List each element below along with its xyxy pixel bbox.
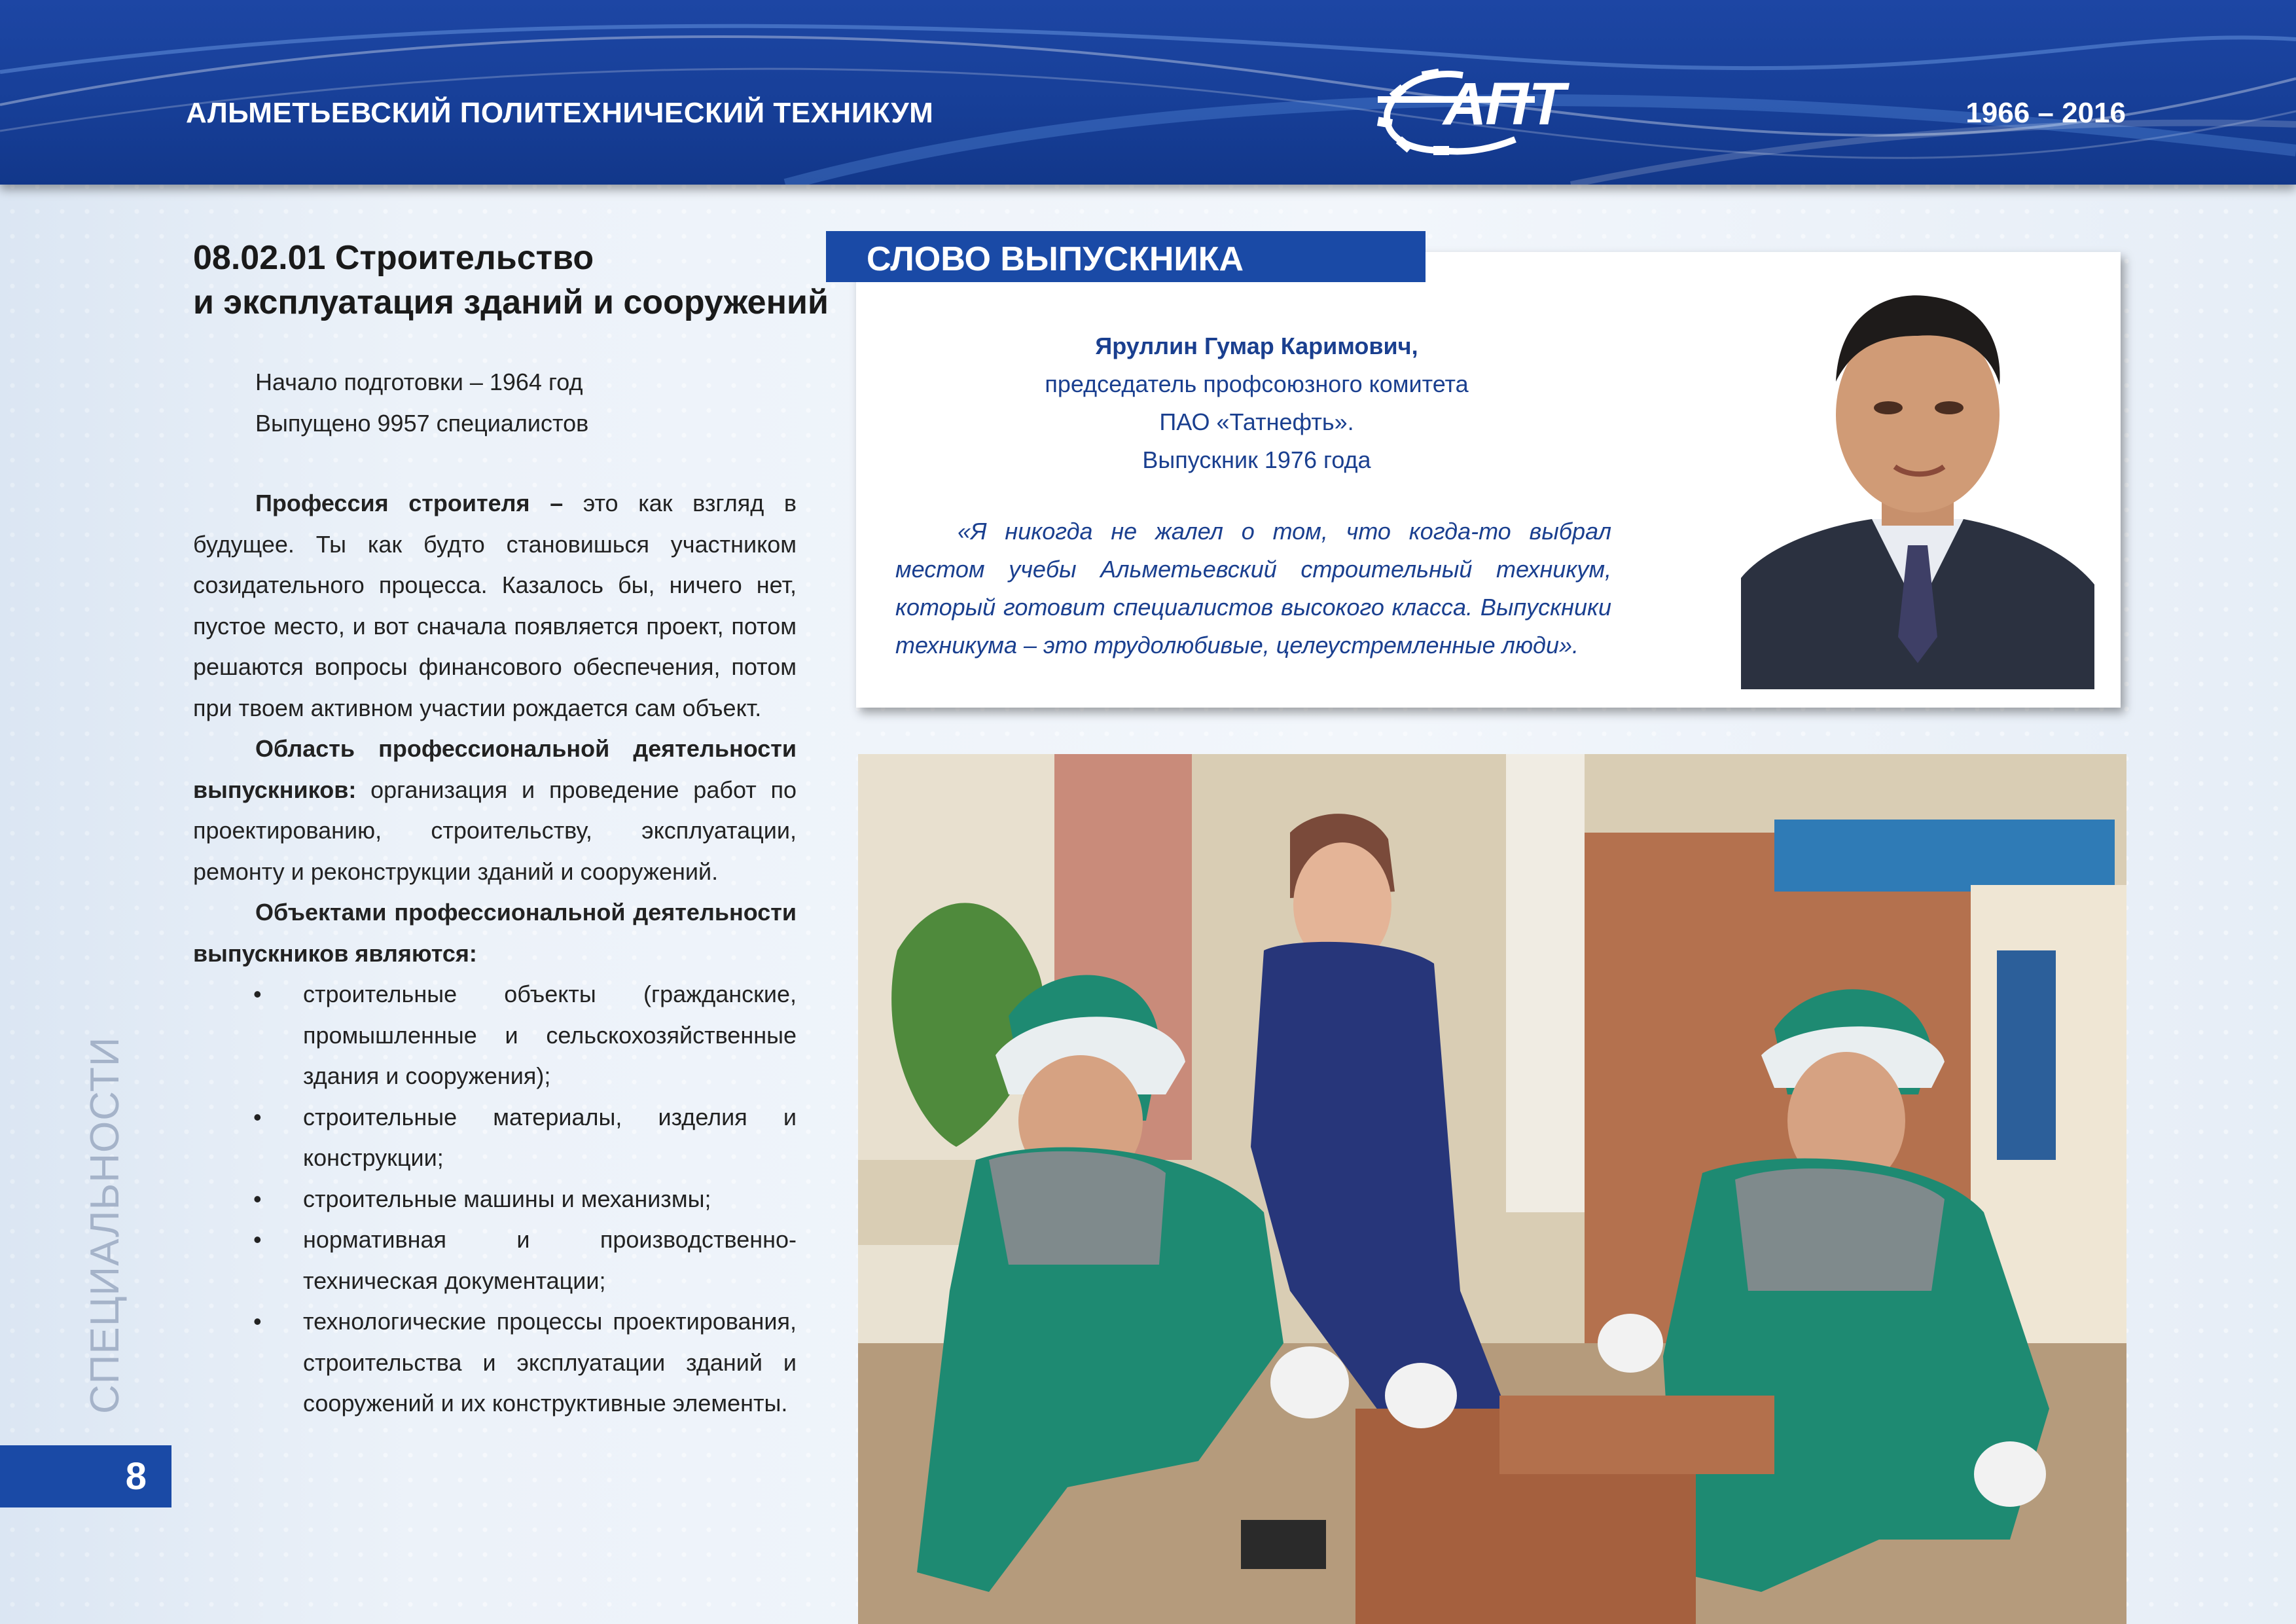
list-item: • строительные машины и механизмы; — [193, 1179, 797, 1220]
graduate-info — [929, 327, 1584, 479]
header-waves — [0, 0, 2296, 185]
page-number: 8 — [125, 1455, 147, 1498]
graduate-role: председатель профсоюзного комитета — [1045, 370, 1469, 397]
college-name: АЛЬМЕТЬЕВСКИЙ ПОЛИТЕХНИЧЕСКИЙ ТЕХНИКУМ — [186, 97, 934, 129]
graduate-section-title: СЛОВО ВЫПУСКНИКА — [867, 240, 1244, 278]
paragraph-activity-area: Область профессиональной деятельности выпускников: организация и проведение работ по проектированию, строительству, эксплуатации, ремонту и реконструкции зданий и сооружений. — [193, 735, 797, 885]
header-banner — [0, 0, 2296, 185]
list-item: • технологические процессы проектирования, строительства и эксплуатации зданий и сооружений и их конструктивные элементы. — [193, 1301, 797, 1424]
graduate-company: ПАО «Татнефть». — [1159, 408, 1354, 435]
graduate-portrait — [1741, 270, 2094, 689]
graduate-section-tab — [826, 231, 1426, 282]
anniversary-years: 1966 – 2016 — [1965, 97, 2126, 129]
specialty-meta — [255, 361, 588, 444]
list-item: • строительные материалы, изделия и конструкции; — [193, 1097, 797, 1179]
list-item: • нормативная и производственно-техническая документации; — [193, 1219, 797, 1301]
section-side-label: СПЕЦИАЛЬНОСТИ — [82, 1036, 128, 1414]
specialty-description — [193, 483, 797, 1424]
graduate-quote: «Я никогда не жалел о том, что когда-то выбрал местом учебы Альметьевский строительный техникум, который готовит специалистов высокого класса. Выпускники техникума – это трудолюбивые, целеустремленные люди». — [895, 518, 1611, 659]
paragraph-profession: Профессия строителя – это как взгляд в будущее. Ты как будто становишься участником созидательного процесса. Казалось бы, ничего нет, пустое место, и вот сначала появляется проект, потом решаются вопросы финансового обеспечения, потом при твоем активном участии рождается сам объект. — [193, 490, 797, 721]
training-start: Начало подготовки – 1964 год — [255, 369, 583, 395]
graduates-count: Выпущено 9957 специалистов — [255, 410, 589, 437]
objects-list — [193, 974, 797, 1424]
college-logo — [1365, 62, 1626, 157]
svg-text:АПТ: АПТ — [1443, 71, 1566, 137]
page-number-box — [0, 1445, 171, 1507]
specialty-title — [193, 236, 834, 325]
specialty-title-line1: 08.02.01 Строительство — [193, 239, 594, 277]
paragraph-objects-heading: Объектами профессиональной деятельности выпускников являются: — [193, 899, 797, 967]
graduate-year: Выпускник 1976 года — [1142, 446, 1371, 473]
specialty-title-line2: и эксплуатация зданий и сооружений — [193, 283, 829, 321]
list-item: • строительные объекты (гражданские, промышленные и сельскохозяйственные здания и сооружения); — [193, 974, 797, 1097]
graduate-name: Яруллин Гумар Каримович, — [1095, 333, 1418, 359]
workshop-photo — [858, 754, 2126, 1624]
